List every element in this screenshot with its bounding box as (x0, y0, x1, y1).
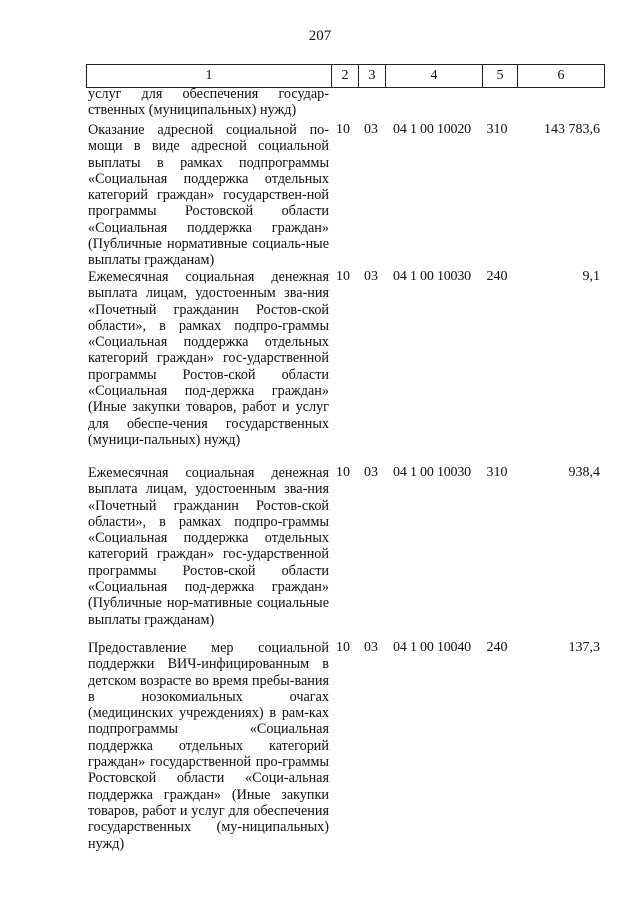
row-subsection-code: 03 (364, 122, 378, 137)
row-section-code: 10 (336, 640, 350, 655)
column-header-subsection: 3 (359, 65, 386, 88)
row-expense-type-code: 240 (486, 269, 508, 284)
table-row (86, 269, 602, 465)
row-description: Оказание адресной социальной по-мощи в виде адресной социальной выплаты в рамках подпрограммы «Социальная поддержка отдельных категорий граждан» государствен-ной программы Ростовской области «Социальная поддержка граждан» (Публичные нормативные социаль-ные выплаты гражданам) (88, 122, 329, 269)
row-subsection-code: 03 (364, 640, 378, 655)
column-header-target-article: 4 (386, 65, 483, 88)
row-target-article-code: 04 1 00 10030 (393, 269, 471, 284)
row-target-article-code: 04 1 00 10030 (393, 465, 471, 480)
row-description: Ежемесячная социальная денежная выплата лицам, удостоенным зва-ния «Почетный гражданин Ростов-ской области», в рамках подпро-граммы «Социальная поддержка отдельных категорий граждан» гос-ударственной программы Ростов-ской области «Социальная под-держка граждан» (Публичные нор-мативные социальные выплаты гражданам) (88, 465, 329, 628)
row-target-article-code: 04 1 00 10020 (393, 122, 471, 137)
column-header-description: 1 (87, 65, 332, 88)
table-row (86, 640, 602, 850)
table-row (86, 465, 602, 640)
row-expense-type-code: 310 (486, 122, 508, 137)
row-expense-type-code: 240 (486, 640, 508, 655)
row-section-code: 10 (336, 465, 350, 480)
row-section-code: 10 (336, 122, 350, 137)
row-target-article-code: 04 1 00 10040 (393, 640, 471, 655)
table-body (86, 86, 602, 850)
column-header-expense-type: 5 (483, 65, 518, 88)
table-row (86, 122, 602, 269)
row-section-code: 10 (336, 269, 350, 284)
row-amount: 137,3 (568, 640, 600, 655)
row-description: услуг для обеспечения государ-ственных (муниципальных) нужд) (88, 86, 329, 119)
row-amount: 9,1 (582, 269, 600, 284)
table-header (86, 64, 605, 88)
row-subsection-code: 03 (364, 465, 378, 480)
page-number: 207 (308, 28, 332, 44)
row-subsection-code: 03 (364, 269, 378, 284)
column-header-section: 2 (332, 65, 359, 88)
row-expense-type-code: 310 (486, 465, 508, 480)
row-amount: 143 783,6 (544, 122, 600, 137)
row-description: Предоставление мер социальной поддержки ВИЧ-инфицированным в детском возрасте во время пребы-вания в нозокомиальных очагах (медицинских учреждениях) в рам-ках подпрограммы «Социальная поддержка отдельных категорий граждан» государственной про-граммы Ростовской области «Соци-альная поддержка граждан» (Иные закупки товаров, работ и услуг для обеспечения государственных (му-ниципальных) нужд) (88, 640, 329, 852)
row-amount: 938,4 (568, 465, 600, 480)
row-description: Ежемесячная социальная денежная выплата лицам, удостоенным зва-ния «Почетный гражданин Ростов-ской области», в рамках подпро-граммы «Социальная поддержка отдельных категорий граждан» гос-ударственной программы Ростов-ской области «Социальная под-держка граждан» (Иные закупки товаров, работ и услуг для обеспе-чения государственных (муници-пальных) нужд) (88, 269, 329, 448)
column-header-amount: 6 (518, 65, 605, 88)
table-header-row (87, 65, 605, 88)
table-row-continuation (86, 86, 602, 122)
